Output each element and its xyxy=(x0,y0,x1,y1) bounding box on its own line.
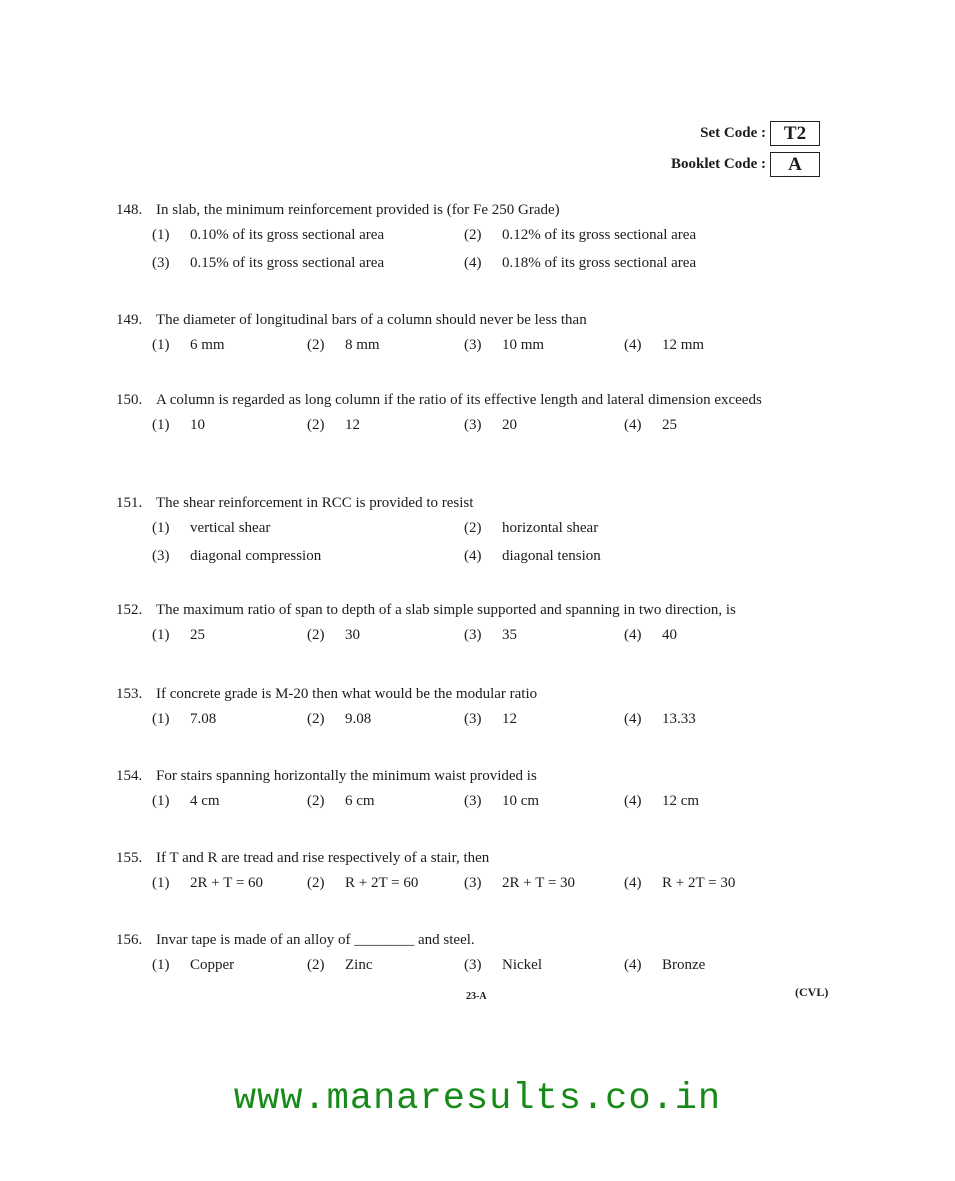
option-text: Bronze xyxy=(662,957,706,973)
option xyxy=(464,951,624,979)
option-text: R + 2T = 30 xyxy=(662,875,736,891)
question-number: 153. xyxy=(116,686,143,702)
option-text: 6 cm xyxy=(345,793,375,809)
question-number: 150. xyxy=(116,392,143,408)
question-text: The diameter of longitudinal bars of a column should never be less than xyxy=(156,312,587,328)
option xyxy=(464,249,776,277)
option-text: 12 cm xyxy=(662,793,700,809)
option-text: vertical shear xyxy=(190,520,271,536)
question-text: For stairs spanning horizontally the minimum waist provided is xyxy=(156,768,537,784)
option-number: (2) xyxy=(307,337,325,353)
option-text: 25 xyxy=(662,417,677,433)
option-text: 20 xyxy=(502,417,517,433)
question-text: Invar tape is made of an alloy of ________ and steel. xyxy=(156,932,475,948)
option-number: (4) xyxy=(624,337,642,353)
option xyxy=(307,787,464,815)
question-156 xyxy=(116,929,836,989)
option xyxy=(152,514,464,542)
options xyxy=(116,705,836,733)
question-number: 149. xyxy=(116,312,143,328)
option xyxy=(307,705,464,733)
option-text: 7.08 xyxy=(190,711,217,727)
option xyxy=(152,951,307,979)
option-text: 10 mm xyxy=(502,337,545,353)
option xyxy=(152,249,464,277)
question-154 xyxy=(116,765,836,847)
option xyxy=(624,869,784,897)
option xyxy=(307,621,464,649)
option-text: 0.18% of its gross sectional area xyxy=(502,255,697,271)
option-number: (1) xyxy=(152,520,170,536)
options xyxy=(116,869,836,897)
question-148 xyxy=(116,199,836,309)
option-text: diagonal tension xyxy=(502,548,601,564)
option xyxy=(464,221,776,249)
question-150 xyxy=(116,389,836,492)
option-number: (1) xyxy=(152,793,170,809)
option-text: horizontal shear xyxy=(502,520,599,536)
option-text: Copper xyxy=(190,957,235,973)
options xyxy=(116,787,836,815)
option-number: (3) xyxy=(464,711,482,727)
option-number: (3) xyxy=(152,548,170,564)
option xyxy=(464,411,624,439)
set-code-label: Set Code : xyxy=(700,125,766,141)
question-149 xyxy=(116,309,836,389)
option-number: (4) xyxy=(624,875,642,891)
option-text: 10 cm xyxy=(502,793,540,809)
option xyxy=(307,869,464,897)
option xyxy=(624,951,784,979)
option-number: (3) xyxy=(464,875,482,891)
options xyxy=(116,621,836,649)
option-number: (2) xyxy=(307,417,325,433)
option-text: 10 xyxy=(190,417,205,433)
option-text: Zinc xyxy=(345,957,373,973)
options xyxy=(116,514,836,570)
question-text: If T and R are tread and rise respectively of a stair, then xyxy=(156,850,490,866)
option-number: (2) xyxy=(307,711,325,727)
options xyxy=(116,411,836,439)
option xyxy=(307,331,464,359)
option xyxy=(464,542,776,570)
options xyxy=(116,951,836,979)
booklet-code-label: Booklet Code : xyxy=(671,156,766,172)
option-number: (1) xyxy=(152,227,170,243)
option-number: (3) xyxy=(464,417,482,433)
question-155 xyxy=(116,847,836,929)
question-number: 154. xyxy=(116,768,143,784)
booklet-code-row xyxy=(671,149,820,180)
options xyxy=(116,221,836,277)
option-number: (4) xyxy=(464,255,482,271)
set-code-value: T2 xyxy=(770,121,820,146)
question-151 xyxy=(116,492,836,599)
option xyxy=(464,331,624,359)
question-number: 155. xyxy=(116,850,143,866)
code-block xyxy=(671,118,820,180)
option-text: 30 xyxy=(345,627,360,643)
option-text: 12 mm xyxy=(662,337,705,353)
options xyxy=(116,331,836,359)
option-number: (2) xyxy=(307,627,325,643)
page-code: 23-A xyxy=(466,991,487,1002)
option-number: (4) xyxy=(464,548,482,564)
option-text: 9.08 xyxy=(345,711,372,727)
option-number: (4) xyxy=(624,711,642,727)
option-number: (2) xyxy=(464,227,482,243)
option-text: 0.10% of its gross sectional area xyxy=(190,227,385,243)
option xyxy=(464,705,624,733)
option-text: R + 2T = 60 xyxy=(345,875,419,891)
option xyxy=(624,331,784,359)
option-number: (2) xyxy=(307,875,325,891)
option-number: (1) xyxy=(152,957,170,973)
option-number: (4) xyxy=(624,957,642,973)
option-number: (3) xyxy=(464,793,482,809)
question-153 xyxy=(116,683,836,765)
option-number: (1) xyxy=(152,711,170,727)
option-text: Nickel xyxy=(502,957,542,973)
option-number: (3) xyxy=(464,337,482,353)
option xyxy=(152,542,464,570)
option xyxy=(307,411,464,439)
option-text: 8 mm xyxy=(345,337,380,353)
option xyxy=(152,221,464,249)
option-text: 13.33 xyxy=(662,711,696,727)
option xyxy=(464,787,624,815)
option-text: 2R + T = 60 xyxy=(190,875,264,891)
option-text: 12 xyxy=(345,417,360,433)
option-text: 2R + T = 30 xyxy=(502,875,576,891)
option xyxy=(464,621,624,649)
option-number: (2) xyxy=(307,957,325,973)
option-number: (1) xyxy=(152,417,170,433)
question-text: In slab, the minimum reinforcement provided is (for Fe 250 Grade) xyxy=(156,202,560,218)
option-text: 12 xyxy=(502,711,517,727)
option xyxy=(464,869,624,897)
booklet-code-value: A xyxy=(770,152,820,177)
option xyxy=(152,621,307,649)
question-text: The shear reinforcement in RCC is provided to resist xyxy=(156,495,474,511)
option xyxy=(624,705,784,733)
question-152 xyxy=(116,599,836,683)
option-number: (3) xyxy=(464,957,482,973)
option-number: (2) xyxy=(307,793,325,809)
option-number: (1) xyxy=(152,875,170,891)
question-text: The maximum ratio of span to depth of a slab simple supported and spanning in two direction, is xyxy=(156,602,736,618)
question-list xyxy=(116,199,836,989)
question-number: 156. xyxy=(116,932,143,948)
option-text: 0.15% of its gross sectional area xyxy=(190,255,385,271)
option-text: 6 mm xyxy=(190,337,225,353)
option xyxy=(464,514,776,542)
option xyxy=(624,787,784,815)
option-number: (1) xyxy=(152,337,170,353)
option-number: (4) xyxy=(624,627,642,643)
option-text: 4 cm xyxy=(190,793,220,809)
subject-code: (CVL) xyxy=(795,985,829,999)
question-text: If concrete grade is M-20 then what would be the modular ratio xyxy=(156,686,538,702)
option xyxy=(152,869,307,897)
option xyxy=(152,411,307,439)
question-text: A column is regarded as long column if the ratio of its effective length and lateral dimension exceeds xyxy=(156,392,762,408)
question-number: 151. xyxy=(116,495,143,511)
option-number: (4) xyxy=(624,793,642,809)
option xyxy=(307,951,464,979)
set-code-row xyxy=(671,118,820,149)
option-number: (1) xyxy=(152,627,170,643)
option-text: 40 xyxy=(662,627,677,643)
question-number: 152. xyxy=(116,602,143,618)
question-number: 148. xyxy=(116,202,143,218)
option xyxy=(152,331,307,359)
option xyxy=(152,705,307,733)
option-text: 25 xyxy=(190,627,205,643)
option-number: (3) xyxy=(464,627,482,643)
option-number: (2) xyxy=(464,520,482,536)
option-text: 35 xyxy=(502,627,517,643)
option-text: diagonal compression xyxy=(190,548,322,564)
option xyxy=(624,621,784,649)
watermark-url: www.manaresults.co.in xyxy=(233,1078,722,1120)
option xyxy=(152,787,307,815)
option-number: (4) xyxy=(624,417,642,433)
option xyxy=(624,411,784,439)
option-text: 0.12% of its gross sectional area xyxy=(502,227,697,243)
option-number: (3) xyxy=(152,255,170,271)
